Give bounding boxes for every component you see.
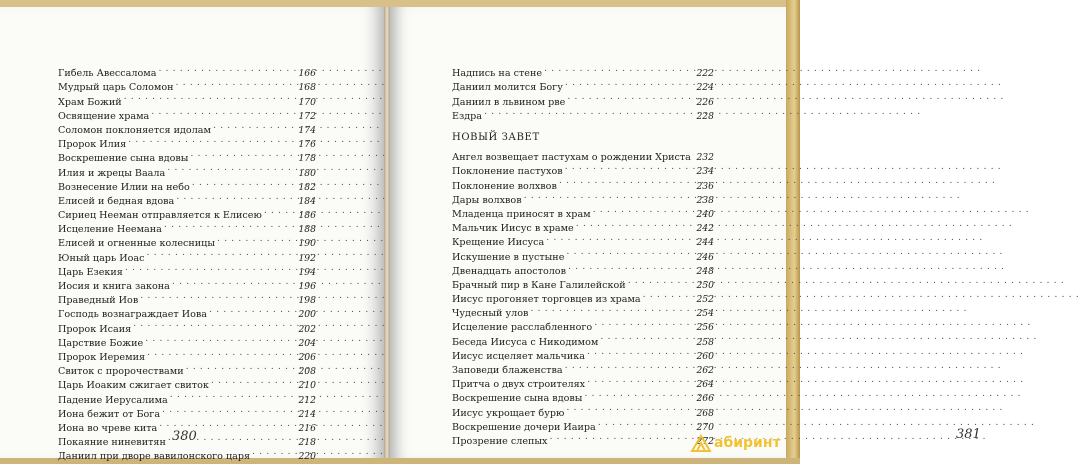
toc-entry-page: 268	[696, 407, 714, 419]
toc-entry-page: 244	[696, 237, 714, 249]
toc-dot-leader	[125, 261, 297, 275]
toc-dot-leader	[170, 388, 297, 402]
toc-dot-leader	[190, 147, 296, 161]
toc-entry-title: Иосия и книга закона	[58, 281, 170, 292]
toc-entry-title: Исцеление расслабленного	[452, 322, 593, 334]
toc-entry-page: 168	[298, 82, 316, 94]
toc-entry-page: 200	[298, 309, 316, 321]
toc-entry-title: Крещение Иисуса	[452, 237, 545, 249]
toc-entry-title: Пророк Илия	[58, 139, 127, 151]
toc-dot-leader	[164, 218, 297, 232]
toc-dot-leader	[530, 302, 694, 316]
toc-entry	[452, 62, 714, 80]
toc-entry-title: Сириец Нееман отправляется к Елисею	[58, 210, 262, 222]
toc-entry-page: 262	[696, 365, 714, 376]
toc-entry-page: 224	[696, 82, 714, 94]
toc-entry-page: 260	[696, 350, 714, 362]
toc-entry-page: 190	[298, 238, 316, 250]
toc-entry-page: 266	[696, 393, 714, 405]
toc-entry-title: Иона во чреве кита	[58, 422, 158, 434]
watermark-text: абиринт	[714, 435, 781, 451]
toc-entry-page: 184	[298, 195, 316, 207]
toc-entry	[58, 62, 316, 80]
toc-entry-title: Мальчик Иисус в храме	[452, 223, 574, 235]
toc-entry-page: 218	[298, 437, 316, 449]
toc-entry-title: Пророк Исаия	[58, 323, 132, 335]
toc-entry-title: Праведный Иов	[58, 295, 139, 307]
toc-entry-page: 246	[696, 251, 714, 263]
toc-entry-title: Господь вознаграждает Иова	[58, 309, 208, 321]
toc-dot-leader	[176, 76, 297, 90]
toc-dot-leader	[151, 105, 296, 119]
toc-entry-title: Младенца приносят в храм	[452, 208, 591, 220]
toc-entry-title: Искушение в пустыне	[452, 251, 565, 263]
toc-entry-title: Двенадцать апостолов	[452, 265, 566, 277]
toc-entry-page: 182	[298, 181, 316, 193]
toc-entry-title: Покаяние ниневитян	[58, 437, 166, 449]
toc-entry-title: Юный царь Иоас	[58, 252, 145, 264]
toc-entry-title: Падение Иерусалима	[58, 394, 168, 406]
toc-dot-leader	[600, 330, 694, 344]
toc-entry-title: Исцеление Неемана	[58, 224, 162, 236]
toc-entry-title: Беседа Иисуса с Никодимом	[452, 336, 599, 348]
toc-entry-title: Надпись на стене	[452, 68, 543, 80]
toc-dot-leader	[559, 174, 695, 188]
toc-entry	[452, 146, 714, 164]
toc-entry-page: 270	[696, 421, 714, 433]
left-toc-list	[58, 62, 316, 463]
toc-entry-page: 252	[696, 294, 714, 306]
toc-entry-title: Елисей и огненные колесницы	[58, 238, 215, 250]
toc-entry-title: Заповеди блаженства	[452, 365, 563, 376]
toc-entry-page: 208	[298, 366, 316, 378]
toc-entry-page: 250	[696, 279, 714, 291]
toc-entry-title: Вознесение Илии на небо	[58, 181, 190, 193]
toc-entry-page: 264	[696, 379, 714, 391]
toc-entry-title: Царь Езекия	[58, 266, 123, 278]
toc-dot-leader	[693, 146, 695, 160]
toc-entry-page: 248	[696, 265, 714, 277]
labirint-watermark	[690, 434, 781, 452]
toc-dot-leader	[628, 274, 695, 288]
toc-entry-title: Воскрешение сына вдовы	[452, 393, 583, 405]
toc-dot-leader	[133, 317, 296, 331]
toc-entry-title: Иона бежит от Бога	[58, 408, 161, 420]
toc-entry-page: 238	[696, 194, 714, 206]
toc-dot-leader	[576, 217, 695, 231]
toc-dot-leader	[584, 387, 694, 401]
toc-entry-title: Храм Божий	[58, 96, 122, 108]
toc-entry-page: 194	[298, 266, 316, 278]
toc-entry-page: 204	[298, 337, 316, 349]
toc-entry-page: 256	[696, 322, 714, 334]
toc-entry-page: 166	[298, 68, 316, 80]
toc-entry-page: 170	[298, 96, 316, 108]
toc-entry-page: 232	[696, 152, 714, 164]
toc-entry-title: Иисус прогоняет торговцев из храма	[452, 294, 641, 306]
toc-entry-title: Чудесный улов	[452, 308, 529, 320]
toc-entry-page: 198	[298, 295, 316, 307]
toc-dot-leader	[565, 359, 695, 373]
toc-entry-page: 210	[298, 380, 316, 392]
toc-entry-page: 176	[298, 139, 316, 151]
toc-dot-leader	[587, 345, 695, 359]
toc-entry-title: Иисус укрощает бурю	[452, 407, 565, 419]
toc-entry-page: 172	[298, 110, 316, 122]
toc-dot-leader	[567, 90, 694, 104]
toc-dot-leader	[167, 161, 296, 175]
toc-dot-leader	[158, 62, 296, 76]
toc-dot-leader	[252, 445, 296, 459]
toc-entry-title: Царствие Божие	[58, 337, 144, 349]
toc-entry-title: Мудрый царь Соломон	[58, 82, 174, 94]
book-cover-top-edge	[0, 0, 800, 7]
toc-dot-leader	[643, 288, 695, 302]
toc-dot-leader	[146, 246, 296, 260]
toc-entry-page: 202	[298, 323, 316, 335]
toc-dot-leader	[176, 190, 296, 204]
toc-dot-leader	[128, 133, 296, 147]
toc-entry-page: 226	[696, 96, 714, 108]
toc-entry-title: Иисус исцеляет мальчика	[452, 350, 585, 362]
toc-dot-leader	[172, 275, 297, 289]
toc-dot-leader	[217, 232, 296, 246]
labirint-logo-icon	[690, 434, 712, 452]
toc-entry-title: Пророк Иеремия	[58, 351, 146, 363]
toc-entry-title: Елисей и бедная вдова	[58, 195, 175, 207]
toc-entry-page: 240	[696, 208, 714, 220]
toc-entry-page: 236	[696, 180, 714, 192]
toc-entry-title: Ездра	[452, 110, 483, 122]
toc-entry-page: 258	[696, 336, 714, 348]
toc-entry-page: 206	[298, 351, 316, 363]
toc-entry	[452, 105, 714, 122]
right-page	[390, 7, 981, 458]
toc-entry-title: Свиток с пророчествами	[58, 366, 184, 378]
right-toc-list-new-testament	[452, 146, 714, 447]
toc-entry-title: Илия и жрецы Ваала	[58, 167, 166, 179]
toc-dot-leader	[524, 189, 695, 203]
toc-entry-page: 178	[298, 153, 316, 165]
toc-dot-leader	[598, 416, 695, 430]
left-page-number: 380	[172, 429, 197, 444]
toc-dot-leader	[587, 373, 694, 387]
toc-entry-title: Гибель Авессалома	[58, 68, 157, 80]
toc-dot-leader	[124, 90, 297, 104]
toc-entry-title: Даниил в львином рве	[452, 96, 566, 108]
toc-entry-title: Дары волхвов	[452, 194, 522, 206]
toc-dot-leader	[546, 231, 694, 245]
toc-dot-leader	[213, 119, 296, 133]
toc-dot-leader	[186, 360, 297, 374]
toc-entry-page: 234	[696, 166, 714, 178]
toc-dot-leader	[209, 303, 296, 317]
toc-dot-leader	[544, 62, 694, 76]
toc-entry-page: 214	[298, 408, 316, 420]
toc-entry-page: 222	[696, 68, 714, 80]
toc-dot-leader	[565, 76, 695, 90]
toc-dot-leader	[594, 316, 694, 330]
toc-entry-title: Даниил молится Богу	[452, 82, 563, 94]
toc-dot-leader	[568, 260, 694, 274]
toc-entry-page: 180	[298, 167, 316, 179]
toc-entry-title: Ангел возвещает пастухам о рождении Христа	[452, 152, 691, 164]
toc-entry-title: Притча о двух строителях	[452, 379, 586, 391]
toc-entry-page: 188	[298, 224, 316, 236]
toc-dot-leader	[484, 105, 694, 119]
toc-entry-title: Воскрешение сына вдовы	[58, 153, 189, 165]
right-page-number: 381	[956, 427, 981, 442]
toc-entry-title: Соломон поклоняется идолам	[58, 124, 211, 136]
toc-dot-leader	[145, 332, 296, 346]
toc-entry-title: Брачный пир в Кане Галилейской	[452, 279, 626, 291]
toc-entry-page: 216	[298, 422, 316, 434]
toc-entry-page: 186	[298, 210, 316, 222]
toc-entry-page: 212	[298, 394, 316, 406]
toc-dot-leader	[211, 374, 297, 388]
toc-entry-title: Воскрешение дочери Иаира	[452, 421, 596, 433]
toc-dot-leader	[162, 403, 296, 417]
left-page	[0, 7, 384, 463]
toc-entry-page: 242	[696, 223, 714, 235]
toc-entry-title: Царь Иоаким сжигает свиток	[58, 380, 209, 392]
toc-entry-page: 174	[298, 124, 316, 136]
toc-dot-leader	[565, 160, 695, 174]
right-toc-list-top	[452, 62, 714, 122]
toc-entry-title: Поклонение пастухов	[452, 166, 563, 178]
toc-entry-title: Прозрение слепых	[452, 435, 548, 447]
toc-entry-page: 220	[298, 451, 316, 463]
toc-entry-page: 272	[696, 435, 714, 447]
toc-entry-title: Освящение храма	[58, 110, 150, 122]
toc-dot-leader	[140, 289, 296, 303]
toc-entry-page: 228	[696, 110, 714, 122]
section-heading: НОВЫЙ ЗАВЕТ	[452, 132, 540, 143]
toc-entry-page: 254	[696, 308, 714, 320]
toc-dot-leader	[192, 176, 297, 190]
toc-dot-leader	[566, 401, 694, 415]
toc-entry-title: Поклонение волхвов	[452, 180, 557, 192]
toc-dot-leader	[593, 203, 695, 217]
toc-entry-title: Даниил при дворе вавилонского царя	[58, 451, 251, 463]
toc-dot-leader	[147, 346, 296, 360]
toc-dot-leader	[566, 245, 694, 259]
toc-dot-leader	[549, 430, 694, 444]
toc-entry-page: 192	[298, 252, 316, 264]
toc-entry-page: 196	[298, 281, 316, 292]
toc-dot-leader	[264, 204, 297, 218]
